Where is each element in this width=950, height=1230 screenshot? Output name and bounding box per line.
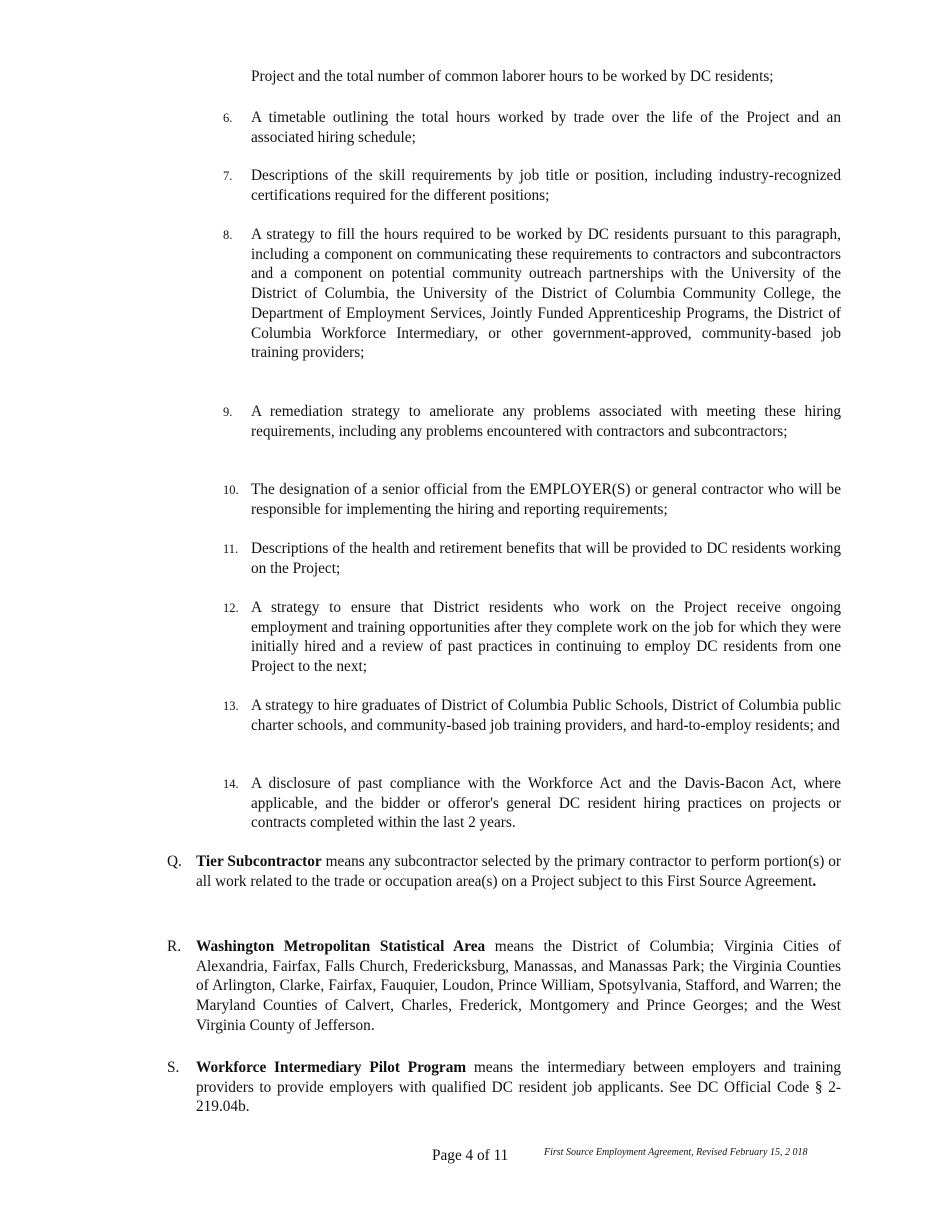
list-item <box>223 480 841 519</box>
definition-body: means the intermediary between employers and training providers to provide employers with qualified DC resident job applicants. See DC Official Code § 2-219.04b. <box>196 1059 841 1116</box>
list-item <box>223 598 841 677</box>
definition-term: Washington Metropolitan Statistical Area <box>196 938 486 955</box>
list-item-text: A strategy to fill the hours required to be worked by DC residents pursuant to this paragraph, including a component on communicating these requirements to contractors and subcontractors and a component on potential community outreach partnerships with the University of the District of Columbia, the University of the District of Columbia Community College, the Department of Employment Services, Jointly Funded Apprenticeship Programs, the District of Columbia Workforce Intermediary, or other government-approved, community-based job training providers; <box>251 226 841 362</box>
list-item <box>223 166 841 205</box>
definition-body: means any subcontractor selected by the primary contractor to perform portion(s) or all work related to the trade or occupation area(s) on a Project subject to this First Source Agreement <box>196 853 841 890</box>
definition-text <box>196 937 841 1036</box>
list-item <box>223 774 841 833</box>
list-item-text: The designation of a senior official from the EMPLOYER(S) or general contractor who will be responsible for implementing the hiring and reporting requirements; <box>251 481 841 518</box>
list-item <box>223 108 841 147</box>
list-item-number: 12. <box>223 601 239 615</box>
definition-text <box>196 852 841 891</box>
list-item-number: 14. <box>223 777 239 791</box>
list-item-text: A strategy to hire graduates of District of Columbia Public Schools, District of Columbia public charter schools, and community-based job training providers, and hard-to-employ residents; and <box>251 697 841 734</box>
definition-text <box>196 1058 841 1117</box>
list-item <box>223 225 841 363</box>
definition-letter: R. <box>167 938 182 955</box>
list-item-text: A timetable outlining the total hours worked by trade over the life of the Project and an associated hiring schedule; <box>251 109 841 146</box>
continuation-line: Project and the total number of common laborer hours to be worked by DC residents; <box>251 68 774 85</box>
list-item-number: 9. <box>223 405 233 419</box>
definition-end-mark: . <box>812 872 817 890</box>
list-item-number: 13. <box>223 699 239 713</box>
list-item-text: Descriptions of the health and retirement benefits that will be provided to DC residents working on the Project; <box>251 540 841 577</box>
list-item-number: 8. <box>223 228 233 242</box>
list-item-number: 6. <box>223 111 233 125</box>
list-item-text: A remediation strategy to ameliorate any problems associated with meeting these hiring requirements, including any problems encountered with contractors and subcontractors; <box>251 403 841 440</box>
definition-term: Workforce Intermediary Pilot Program <box>196 1059 467 1076</box>
definition-washington-msa <box>167 937 841 1036</box>
definition-body: means the District of Columbia; Virginia Cities of Alexandria, Fairfax, Falls Church, Fredericksburg, Manassas, and Manassas Park; the Virginia Counties of Arlington, Clarke, Fairfax, Fauquier, Loudon, Prince William, Spotsylvania, Stafford, and Warren; the Maryland Counties of Calvert, Charles, Frederick, Montgomery and Prince Georges; and the West Virginia County of Jefferson. <box>196 938 842 1034</box>
definition-tier-subcontractor <box>167 852 841 891</box>
list-item-text: A strategy to ensure that District residents who work on the Project receive ongoing employment and training opportunities after they complete work on the job for which they were initially hired and a review of past practices in continuing to employ DC residents from one Project to the next; <box>251 599 841 676</box>
definition-workforce-intermediary <box>167 1058 841 1117</box>
footer-document-title: First Source Employment Agreement, Revised February 15, 2 018 <box>544 1147 808 1158</box>
list-item-text: A disclosure of past compliance with the Workforce Act and the Davis-Bacon Act, where applicable, and the bidder or offeror's general DC resident hiring practices on projects or contracts completed within the last 2 years. <box>251 775 841 832</box>
definition-term: Tier Subcontractor <box>196 853 322 870</box>
list-item-number: 7. <box>223 169 233 183</box>
list-item-text: Descriptions of the skill requirements by job title or position, including industry-recognized certifications required for the different positions; <box>251 167 841 204</box>
definition-letter: S. <box>167 1059 180 1076</box>
list-item <box>223 402 841 441</box>
definition-letter: Q. <box>167 853 182 870</box>
list-item-number: 10. <box>223 483 239 497</box>
page-number: Page 4 of 11 <box>432 1147 509 1164</box>
list-item <box>223 696 841 735</box>
list-item <box>223 539 841 578</box>
list-item-number: 11. <box>223 542 239 556</box>
